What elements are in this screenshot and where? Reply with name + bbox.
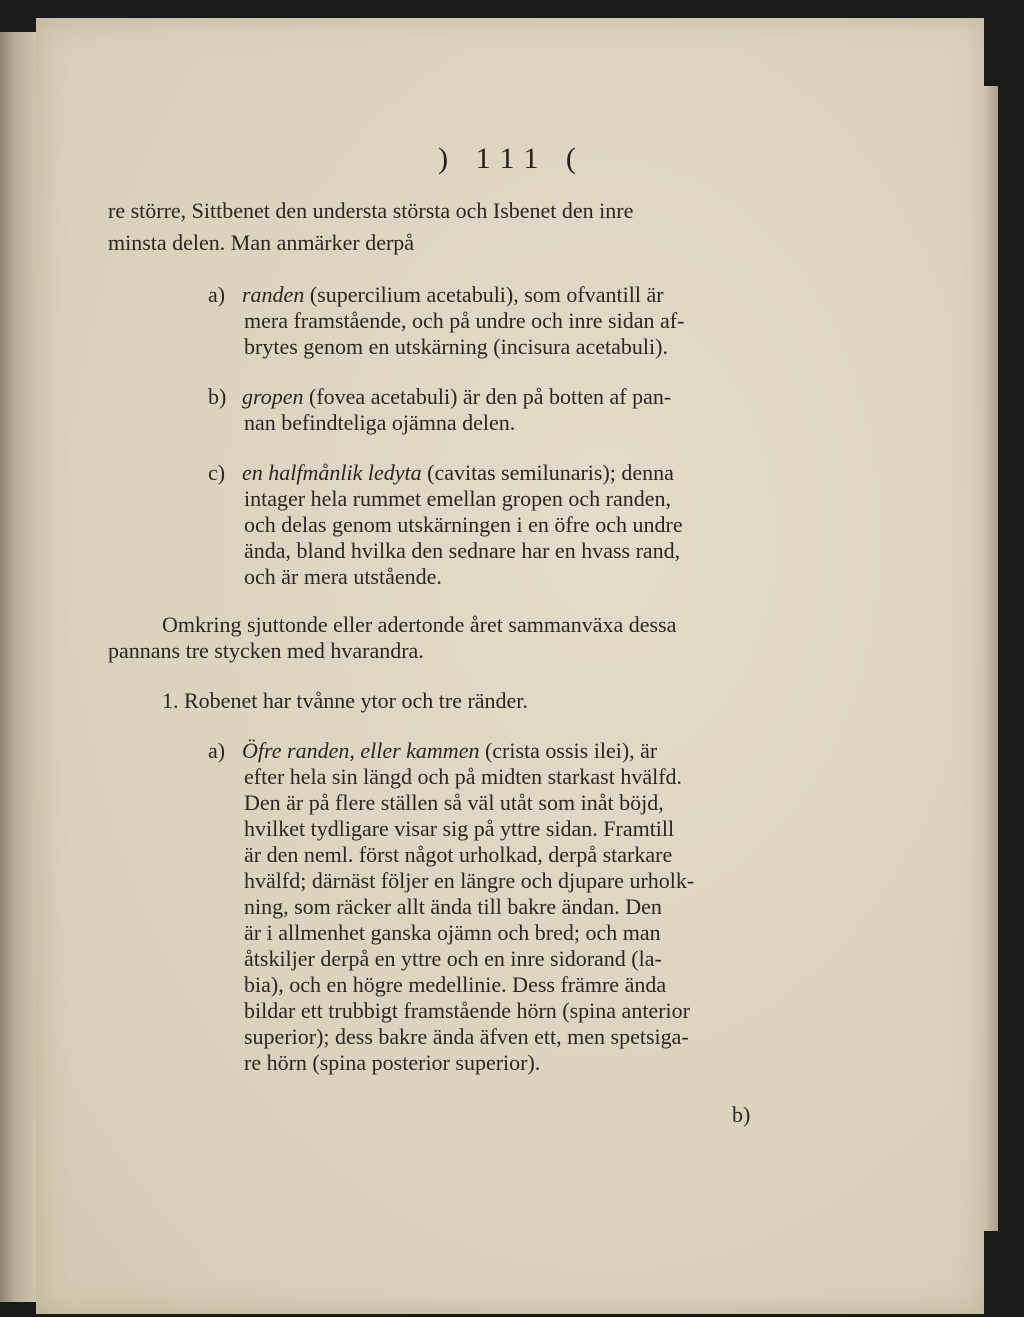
text-line <box>244 1024 689 1049</box>
line-text: (fovea acetabuli) är den på botten af pan- <box>303 384 672 409</box>
text-line <box>244 868 694 893</box>
line-text: efter hela sin längd och på midten starkast hvälfd. <box>244 764 683 789</box>
italic-term: gropen <box>242 384 304 409</box>
line-text: Den är på flere ställen så väl utåt som inåt böjd, <box>244 790 664 815</box>
line-text: intager hela rummet emellan gropen och randen, <box>244 486 671 511</box>
item-label: a) <box>208 282 226 307</box>
line-text: (crista ossis ilei), är <box>479 738 658 763</box>
line-text: brytes genom en utskärning (incisura acetabuli). <box>244 334 668 359</box>
line-text: Omkring sjuttonde eller adertonde året sammanväxa dessa <box>162 612 677 637</box>
line-text: mera framstående, och på undre och inre sidan af- <box>244 308 685 333</box>
facing-page-edge <box>0 32 37 1302</box>
text-line <box>208 738 657 763</box>
item-label: b) <box>208 384 227 409</box>
italic-term: en halfmånlik ledyta <box>242 460 422 485</box>
page-fore-edge <box>984 86 998 1231</box>
text-line <box>108 638 424 663</box>
text-line <box>162 688 528 713</box>
text-line <box>244 334 668 359</box>
text-line <box>208 282 664 307</box>
text-line <box>162 612 676 637</box>
text-line <box>244 308 684 333</box>
text-line <box>244 512 683 537</box>
line-text: hvälfd; därnäst följer en längre och djupare urholk- <box>244 868 695 893</box>
text-line <box>244 764 682 789</box>
italic-term: randen <box>242 282 305 307</box>
text-line <box>244 486 671 511</box>
catchword: b) <box>732 1102 751 1127</box>
line-text: 1. Robenet har tvånne ytor och tre ränder. <box>162 688 528 713</box>
line-text: åtskiljer derpå en yttre och en inre sidorand (la- <box>244 946 662 971</box>
text-line <box>208 384 671 409</box>
item-label: a) <box>208 738 226 763</box>
text-line <box>244 920 661 945</box>
text-line <box>244 564 442 589</box>
text-line <box>108 230 414 255</box>
line-text: minsta delen. Man anmärker derpå <box>108 230 415 255</box>
text-line <box>244 1050 540 1075</box>
page-number: ) 111 ( <box>438 142 586 175</box>
line-text: och är mera utstående. <box>244 564 442 589</box>
line-text: re hörn (spina posterior superior). <box>244 1050 541 1075</box>
line-text: ning, som räcker allt ända till bakre ändan. Den <box>244 894 662 919</box>
text-line <box>244 842 672 867</box>
italic-term: Öfre randen, eller kammen <box>242 738 480 763</box>
item-label: c) <box>208 460 226 485</box>
line-text: ända, bland hvilka den sednare har en hvass rand, <box>244 538 681 563</box>
text-line <box>244 894 662 919</box>
text-line <box>244 816 674 841</box>
line-text: nan befindteliga ojämna delen. <box>244 410 516 435</box>
line-text: (supercilium acetabuli), som ofvantill är <box>304 282 664 307</box>
line-text: och delas genom utskärningen i en öfre och undre <box>244 512 683 537</box>
line-text: är i allmenhet ganska ojämn och bred; och man <box>244 920 661 945</box>
line-text: re större, Sittbenet den understa största och Isbenet den inre <box>108 198 634 223</box>
text-line <box>244 410 515 435</box>
text-line <box>244 972 666 997</box>
line-text: superior); dess bakre ända äfven ett, men spetsiga- <box>244 1024 689 1049</box>
text-line <box>108 198 633 223</box>
line-text: hvilket tydligare visar sig på yttre sidan. Framtill <box>244 816 675 841</box>
line-text: bildar ett trubbigt framstående hörn (spina anterior <box>244 998 690 1023</box>
text-line <box>208 460 674 485</box>
text-line <box>244 538 680 563</box>
line-text: pannans tre stycken med hvarandra. <box>108 638 424 663</box>
line-text: (cavitas semilunaris); denna <box>421 460 674 485</box>
line-text: är den neml. först något urholkad, derpå starkare <box>244 842 673 867</box>
text-line <box>244 790 664 815</box>
text-line <box>244 998 690 1023</box>
line-text: bia), och en högre medellinie. Dess främre ända <box>244 972 667 997</box>
text-line <box>244 946 662 971</box>
